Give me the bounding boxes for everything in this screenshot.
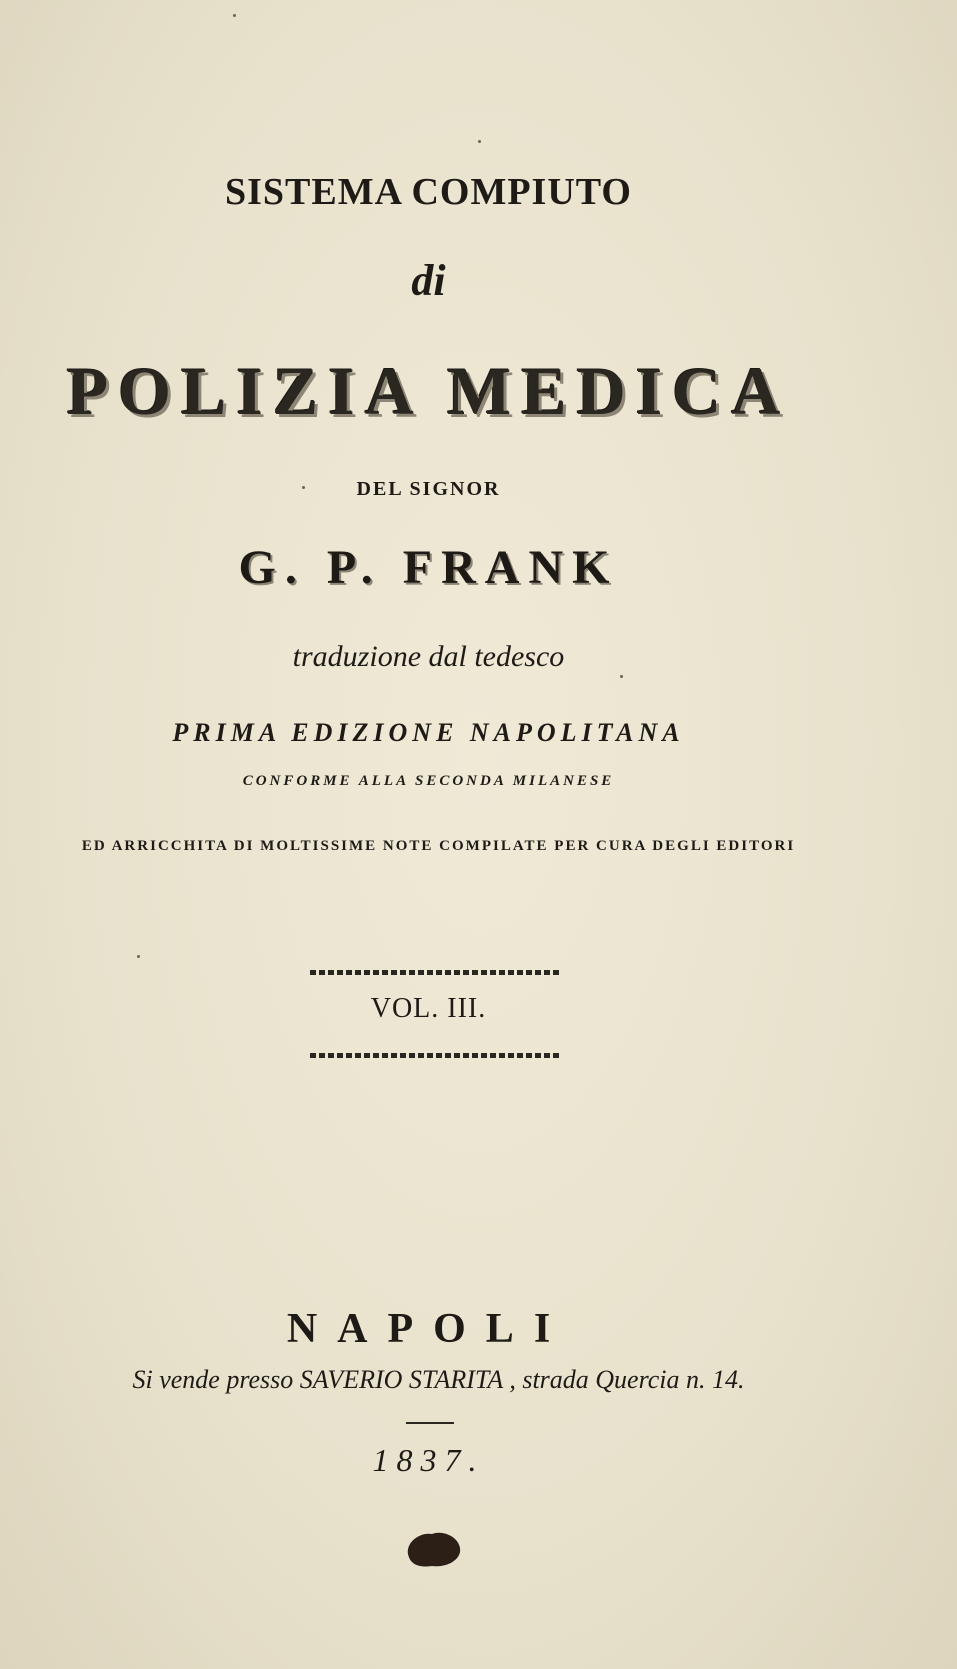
volume-label: VOL. III. <box>370 993 487 1024</box>
paper-speck <box>137 955 140 958</box>
main-title: POLIZIA MEDICA <box>66 353 791 429</box>
paper-speck <box>302 486 305 489</box>
translation-note: traduzione dal tedesco <box>292 640 565 673</box>
author-name: G. P. FRANK <box>238 541 619 594</box>
paper-speck <box>478 140 481 143</box>
ornamental-rule-top <box>310 970 560 975</box>
ornamental-rule-bottom <box>310 1053 560 1058</box>
author-prefix: DEL SIGNOR <box>356 478 501 500</box>
edition-note: CONFORME ALLA SECONDA MILANESE <box>242 773 615 789</box>
publication-place: NAPOLI <box>286 1306 571 1352</box>
enrichment-note: ED ARRICCHITA DI MOLTISSIME NOTE COMPILATE PER CURA DEGLI EDITORI <box>81 838 796 854</box>
imprint-line: Si vende presso SAVERIO STARITA , strada Quercia n. 14. <box>132 1365 745 1394</box>
edition-title: PRIMA EDIZIONE NAPOLITANA <box>172 718 685 747</box>
paper-speck <box>620 675 623 678</box>
title-line-di: di <box>411 256 446 305</box>
publication-year: 1837. <box>372 1442 485 1478</box>
short-rule <box>406 1422 454 1424</box>
ink-blot <box>398 1522 468 1572</box>
title-line-sistema: SISTEMA COMPIUTO <box>225 171 632 213</box>
paper-speck <box>233 14 236 17</box>
